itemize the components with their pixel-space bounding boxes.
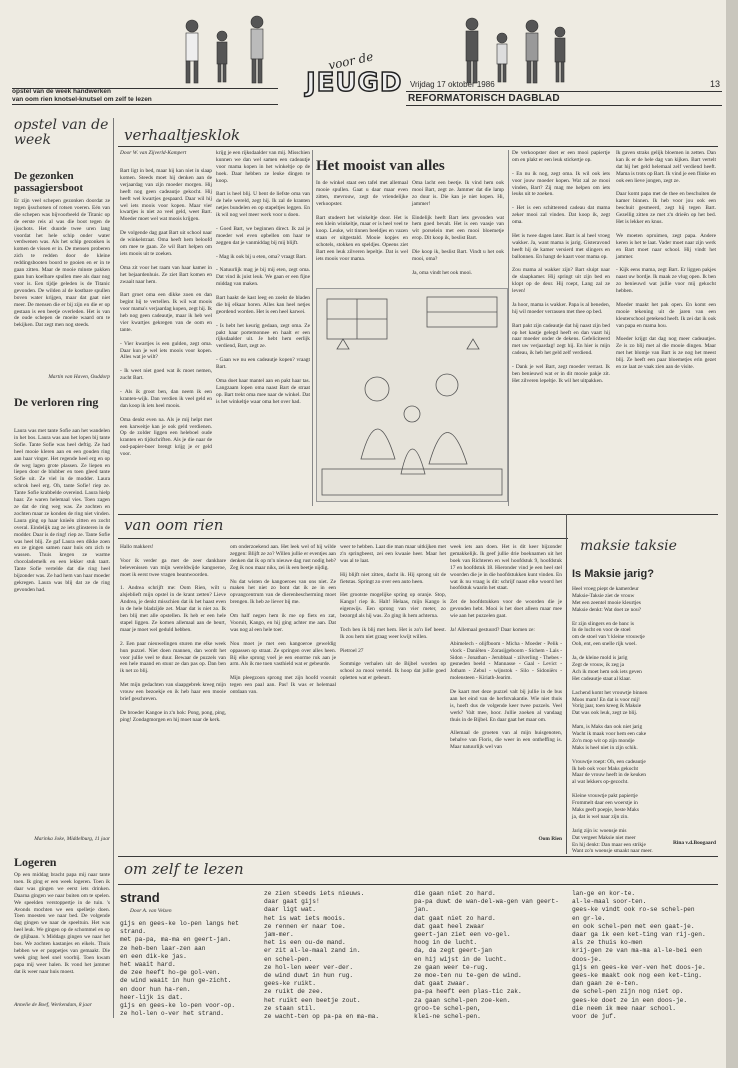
- oomrien-column-3: weer te hebben. Laat die man maar uitkijken met z'n springbeest, zei een kwaaie heer. Maar het was al te laat. Hij blijft niet zitten, dacht ik. Hij sprong uit de fietstas. Springt zo over een auto heen. Het grootste mogelijke spring op oranje. Stop, Kango! riep ik. Halt! Helaas, mijn Kango is eigenwijs. Een sprong van vier meter, zo bezorgd als hij was. Zo ging ik hem achterna. Toch ben ik blij met hem. Het is zo'n lief beest. Ik zou hem niet graag weer kwijt willen. Pietroel 27 Sommige verhalen uit de Bijbel worden op school zo mooi verteld. Ik hoop dat jullie goed opletten wat er gebeurt.: [340, 544, 446, 682]
- oomrien-column-4: week iets aan doen. Het is dit keer bijzonder gemakkelijk. Ik geef jullie drie boeknamen uit het boek van Richteren en wel hoofdstuk 9, hoofdstuk 17 en hoofdstuk 18. Hieronder vind je een heel stel woorden die je in die hoofdstukken kunt vinden. En wat ik nu vraag is dit: schrijf naast elke woord het hoofdstuk waarin het staat. Zet de hoofdstukken voor de woorden die je gevonden hebt. Mooi is het doet alleen maar mee wie aan het puzzelen gaat. Ja! Allemaal gestuurd? Daar komen ze: Abimelech - olijfboom - Micha - Moeder - Pelik - vlock - Daniëten - Zorasijgeboom - Sichem - Lais - Sidon - Jonathan - Jerubbaal - zilverling - Thebes - gesneden beeld - Mannasse - Gaal - Levict - Jotham - Zebul - wijnstok - Silo - Sidoniërs - molensteen - Kiriath-Jearim. De kaart met deze puzzel valt bij jullie in de bus aan het eind van de herfstvakantie. Wie niet thuis is, hoeft dus de volgende keer twee puzzels. Veel werk? Valt mee, hoor. Jullie zoeken al vandaag thuis in de Bijbel. En daar gaat het maar om. Allemaal de groeten van al mijn huisgenoten, behalve van Floris, die weer in een ontheffing is. Maar natuurlijk wel van: [450, 544, 562, 751]
- verhaal-column-5: De verkoopster doet er een mooi papiertje om en plakt er een leuk stickertje op. - En nu ik nog, zegt oma. Ik wil ook iets voor jouw moeder kopen. Wat zal ze mooi vinden, Bart? Zij mag me helpen om iets leuks uit te zoeken. - Het is een schitterend cadeau dat mama zeker mooi zal vinden. Dat koop ik, zegt oma. Het is twee dagen later. Bart is al heel vroeg wakker. Ja, want mama is jarig. Gisteravond heeft hij de kamer versierd met slingers en ballonnen. En hangt de kaart voor mama op. Zou mama al wakker zijn? Bart sluipt naar de slaapkamer. Hij springt uit zijn bed en klopt op de deur. Hij roept, Lang zal ze leven! Ja hoor, mama is wakker. Papa is al beneden, hij wil moeder verrassen met thee op bed. Bart pakt zijn cadeautje dat hij naast zijn bed op het kastje gelegd heeft en dan vaart hij naar moeder onder de dekens. Gefeliciteerd met uw verjaardag! zegt hij. En hier is mijn cadeau, ik heb het geld zelf verdiend. - Dank je wel Bart, zegt moeder verrast. Ik ben benieuwd wat er in dit mooie pakje zit. Het zilveren lepeltje. Ik wil het uitpakken.: [512, 150, 610, 384]
- verhaal-column-2: krijg je een rijksdaalder van mij. Misschien kunnen we dan wel samen een cadeautje voor mama kopen in het winkeltje op de hoek. Daar hebben ze leuke dingen te koop. Bart is heel blij. U bent de liefste oma van de hele wereld, zegt hij. Ik zal de kranten netjes bundelen en op stapeltjes leggen. En ik wil nog wel meer werk voor u doen. - Goed Bart, we beginnen direct. Ik zal je moeder wel even opbellen om haar te zeggen dat je vanmiddag bij mij blijft. - Mag ik ook bij u eten, oma? vraagt Bart. - Natuurlijk mag je bij mij eten, zegt oma. Dat vind ik juist leuk. We gaan er een fijne middag van maken. Bart haakt de kast leeg en zoekt de bladen die bij elkaar horen. Alles kan heel netjes geordend worden. Het is een heel karwei. - Is hebt het keurig gedaan, zegt oma. Ze pakt haar portemonnee en haalt er een rijksdaalder uit. Je hebt hem eerlijk verdiend, Bart, zegt ze. - Gaan we nu een cadeautje kopen? vraagt Bart. Oma doet haar mantel aan en pakt haar tas. Langzaam lopen oma naast Bart de straat op. Bart trekt oma mee naar de winkel. Dat is het winkeltje waar oma het over had.: [216, 150, 310, 405]
- maksie-author: Rina v.d.Boogaard: [673, 840, 716, 846]
- verhaal-column-3: In de winkel staat een tafel met allemaal mooie spullen. Gaat u daar maar even zitten, mevrouw, zegt de vriendelijke verkoopster. Bart studeert het winkeltje door. Het is een klein winkeltje, maar er is heel veel te koop. Leuke, wit tinnen beeldjes en vazen staan er uitgestald. Mooie kopjes en schotels, stokken en speldjes. Opeens ziet Bart een leuk zilveren lepeltje. Dat is wel iets moois voor mama.: [316, 180, 408, 262]
- masthead-left-line2: van oom rien knotsel-knutsel om zelf te lezen: [12, 96, 152, 103]
- page-number: 13: [710, 79, 721, 89]
- strand-title: strand: [120, 890, 160, 905]
- maksie-label: maksie taksie: [580, 538, 677, 554]
- page-edge: [726, 0, 738, 1068]
- issue-date: Vrijdag 17 oktober 1986: [410, 80, 495, 89]
- oomrien-column-2: om onderzoekend aan. Het leek wel of hij wilde zeggen: Blijft ze zo? Willen jullie er eventjes aan denken dat ik op m'n nieuwe dag rust nodig heb? Zeg ik nou maar niks, zei ik een beetje nijdig. Nu dat wisten de kangoeroes van ons niet. Ze maken het niet zo bont dat ik ze in een opvangcentrum van de dierenbescherming moet brengen. Ik heb ze liever bij me. Om half negen hem ik me op fiets en zat, Vooruit, Kango, en hij ging achter me aan. Dat was nog al een hele toer. Nou moet je met een kangoeroe geweldig oppassen op straat. Ze springen over alles heen. Bij elke sprong voel je een enorme ruk aan je arm. Als ik me toen vasthield wat er gebeurde. Mijn pleegzoon sprong met zijn hoofd vooruit tegen een paal aan. Pas! Ik was er helemaal ontdaan van.: [230, 544, 336, 696]
- article-title-passagiersboot: De gezonken passagiersboot: [14, 170, 84, 194]
- masthead: [12, 8, 722, 118]
- article-body-logeren: Op een middag bracht papa mij naar tante toen. Ik ging er een week logeren. Toen ik daar was gingen we eerst iets drinken. Daarna gingen we naar buiten om te spelen. We speelden verstoppertje in de tuin. 's Avonds mochten we een spelletje doen. Toen moesten we naar bed. De volgende dag gingen we naar de speeltuin. Het was heel leuk. We gingen op de schommel en op de glijbaan. 's Middags gingen we naar het bos. We zochten kastanjes en eikels. Thuis hebben we er poppetjes van gemaakt. Die week ging heel snel voorbij. Toen kwam papa mij weer halen. Ik vond het jammer dat ik weer naar huis moest.: [14, 872, 112, 975]
- strand-column-4: lan-ge en kor-te. al-le-maal soor-ten. gees-ke vindt ook ro-se schel-pen en gr-le. en ook schel-pen met een gaat-je. daar ga ik een ket-ting van rij-gen. als ze thuis ko-men krij-gen ze van ma-ma al-le-bei een doos-je. gijs en gees-ke ver-ven het doos-je. gees-ke maakt ook nog een ket-ting. dan gaan ze e-ten. de schel-pen zijn nog niet op. gees-ke doet ze in een doos-je. die neem ik mee naar school. voor de juf.: [572, 890, 706, 1021]
- article-author-logeren: Annelie de Boef, Werkendam, 8 jaar: [14, 1002, 92, 1008]
- strand-byline: Door A. van Velzen: [130, 908, 172, 914]
- oomrien-column-1: Hallo makkers! Voor ik verder ga met de zeer dankbare belevenissen van mijn wereldwijde kangoeroe, moet ik eerst twee vragen beantwoorden. 1. Andrea schrijft me: Oom Rien, wilt u alsjeblieft mijn opstel in de krant zetten? Lieve Andrea, je denkt misschien dat ik het haast even in de hele bladzijde zet. Maar dat is niet zo. Ik ben blij met alle opstellen. Ik heb er een hele stapel liggen. Ze komen allemaal aan de beurt, maar je moet wel geduld hebben. 2. Een paar nieuwelingen sturen me elke week hun puzzel. Niet doen mannen, dan wordt het voor jullie veel te duur. Bewaar de puzzels van een hele maand en stuur ze dan pas op. Dan ben ik net zo blij. Met mijn gedachten van slaapgebrek kreeg mijn vrouw een bezoekje en ik heb haar een mooie brief geschreven. De broeder Kangoe in z'n hok: Pong, pong, ping, ping! Zondagmorgen en hij moet naar de kerk.: [120, 544, 226, 723]
- article-body-ring: Laura was met tante Sofie aan het wandelen in het bos. Laura was aan het lopen bij tante Sofie. Tante Sofie was heel deftig. Ze had heel mooie kleren aan en een gouden ring aan haar vinger. Het regende heel erg en op de weg lagen grote plassen. Ze liepen en liepen door de blubber en toen gleed tante Sofie uit. Ze viel in de modder. Laura schrok heel erg. Oh, tante Sofie! riep ze. Tante Sofie krabbelde overeind. Laura hielp haar. Ze waren helemaal vies. Toen zagen ze dat de ring weg was. Ze zochten en zochten maar ze konden de ring niet vinden. Laura ging op haar knieën zitten en zocht overal. Eindelijk zag ze iets glinsteren in de modder. Daar is de ring! riep ze. Tante Sofie was heel blij. Ze gaf Laura een dikke zoen en ze gingen samen naar huis om zich te wassen. Thuis kregen ze warme chocolademelk en een lekker stuk taart. Tante Sofie vertelde dat die ring heel bijzonder was. Ze had hem van haar moeder gekregen. Laura was blij dat ze de ring gevonden had.: [14, 428, 112, 593]
- verhaal-label: verhaaltjesklok: [124, 126, 241, 144]
- article-title-logeren: Logeren: [14, 855, 57, 869]
- verhaal-column-6: Ik gaven straks gelijk bloemen in zetten. Dan kan ik er de hele dag van kijken. Bart vertelt dat hij het geld helemaal zelf verdiend heeft. Mama is trots op Bart. Ik vind je een flinke en ook een lieve jongen, zegt ze. Daar komt papa met de thee en beschuiten de kamer binnen. Ik heb voor jou ook een beschuit gesmeerd, zegt hij tegen Bart. Gezellig zitten ze met z'n drieën op het bed. Het is lekker en knus. We moeten opruimen, zegt papa. Andere keren is het te laat. Vader moet naar zijn werk en Bart moet naar school. Hij vindt het jammer. - Kijk eens mama, zegt Bart. Er liggen pakjes naast uw bordje. Ik maak ze vlug open. Ik ben zo benieuwd wat jullie voor mij gekocht hebben. Moeder maakt het pak open. En komt een mooie tekening uit de jaren van een kleuterschool getekend heeft. Ik zei dat ik ook van papa en mama hou. Moeder krijgt dat dag nog meer cadeautjes. Ze is zo blij met al die mooie dingen. Maar met het blomje van Bart is ze nog het meest blij. Ze heeft een paar bloemetjes erin gezet en ze laat ze vaak zien aan de visite.: [616, 150, 716, 371]
- logo: [302, 49, 403, 106]
- logo-top: voor de: [327, 49, 375, 73]
- strand-column-1: gijs en gees-ke lo-pen langs het strand. met pa-pa, ma-ma en geert-jan. ze heb-ben laar-zen aan en een dik-ke jas. het waait hard. de zee heeft ho-ge gol-ven. de wind waait in hun ge-zicht. en door hun ha-ren. heer-lijk is dat. gijs en gees-ke lo-pen voor-op. ze hol-len o-ver het strand.: [120, 920, 239, 1018]
- mooist-title: Het mooist van alles: [316, 158, 445, 174]
- maksie-poem: Heel vroeg piept de kamerdeur Maksie-Taksie ziet de vrouw Met een zeentel mooie kleurtjes Maksie denkt: Wat doet ze nou? Er zijn slingers en de banc is In de lucht en voor de stoel om de stoel van 't kleine vrouwtje Ooh, ent, een snelle rijk woel. Ja, de kleine mold is jarig Zegt de vrouw, ik zeg ja Ach ik moet hem ook iets geven Het cadeautje staat al klaar. Lachend komt het vrouwtje binnen Moos mam! En dat is voor mij! Vorig jaar, toen kreeg ik Maksie Dat was ook leuk, zegt ze blij. Mam, is Maks dan ook niet jarig Wacht ik maak voor hem een cake Zo'n mop wit op zijn mondje Maks is heel niet in zijn schik. Vrouwtje roept: Oh, een cadeautje Ik heb ook voor Maks gekocht Maar de vrouw heeft in de keuken al wat lekkers op-gezocht. Kleine vrouwtje pakt papiertje Frommelt daar een woerstje in Maks geeft poepje, beste Maks ja, dat is wel naar zijn zin. Jarig zijn is: woensje mis Dat vergeet Maksie niet meer En hij denkt: Dan maar een strikje Want zo'n woensje smaakt naar meer.: [572, 586, 653, 855]
- maksie-title: Is Maksie jarig?: [572, 568, 654, 580]
- article-author-passagiersboot: Martin van Haven, Ouddorp: [48, 374, 110, 380]
- shop-illustration: [316, 288, 508, 502]
- opstel-label: opstel van de week: [14, 117, 109, 148]
- masthead-left-line1: opstel van de week handwerken: [12, 88, 111, 95]
- verhaal-column-1: Bart ligt in bed, maar hij kan niet in slaap komen. Steeds moet hij denken aan de verjaardag van zijn moeder morgen. Hij heeft nog geen cadeautje gekocht. Hij heeft wel kwartjes gespaard. Daar wil hij wel iets moois voor kopen. Maar vier kwartjes is niet zo veel geld, weet Bart. Moeder moet wel wat moois krijgen. De volgende dag gaat Bart uit school naar de winkelstraat. Oma heeft hem beloofd om mee te gaan. Ze wil Bart helpen om iets moois uit te zoeken. Oma zit voor het raam van haar kamer in het bejaardenhuis. Ze ziet Bart komen en zwaait naar hem. Bart groet oma een dikke zoen en dan begint hij te vertellen. Ik wil wat moois voor mama's verjaardag kopen, zegt hij. Ik heb nog geen cadeautje, maar ik heb wel vier kwartjes gekregen van de oom en tante. - Vier kwartjes is een gulden, zegt oma. Daar kun je wel iets moois voor kopen. Alles wat je wilt? - Ik weet niet goed wat ik moet nemen, zucht Bart. - Als ik groot ben, dan neem ik een kranten-wijk. Dan verdien ik veel geld en dan koop ik iets heel moois. Oma denkt even na. Als je mij helpt met een karweitje kan je ook geld verdienen. Op de zolder liggen een heleboel oude kranten en tijdschriften. Als je die naar de oud-papier-boer brengt krijg je er geld voor.: [120, 168, 212, 458]
- strand-column-2: ze zien steeds iets nieuws. daar gaat gijs! daar ligt wat. het is wat iets moois. ze rennen er naar toe. jam-mer. het is een ou-de mand. er zit al-le-maal zand in. en schel-pen. ze hol-len weer ver-der. de wind duwt in hun rug. gees-ke ruikt. ze ruikt de zee. het ruikt een beetje zout. ze staan stil. ze wacht-ten op pa-pa en ma-ma.: [264, 890, 380, 1021]
- article-body-passagiersboot: Er zijn veel schepen gezonken doordat ze tegen ijsschotsen of rotsen voeren. Eén van die schepen was bijvoorbeeld de Titanic op de eerste reis al was die boot tegen de ijsschots. Het duurde twee uren lang voordat het hele schip onder water verdwenen was. Als het schip gezonken is komen de vissen er in. De mensen proberen zich te redden door de kleine reddingsbooten boord te gooien en er in te gaan zitten. Maar de mooie minste pakken gaan hun koelbare spullen mee als daar nog voor is. Een tijdje geleden is de Titanic gevonden. De wilden al de kostbare spullen boven water krijgen, maar dat gaat niet meer. De mensen die er bij zijn en die er op gestaan is een beetje overleden. Het is van de oude schepen de moeite waard om te bekijken. Dat zegt men nog steeds.: [14, 198, 112, 329]
- verhaal-column-4: Oma lacht een beetje. Ik vind hem ook mooi Bart, zegt ze. Jammer dat die lamp zo duur is. Die kan je niet kopen. Hi, jammer! Eindelijk heeft Bart iets gevonden wat hem goed bevalt. Het is een vaasje van wit porselein met een mooi bloemetje erop. Dit koop ik, beslist Bart. Die koop ik, beslist Bart. Vindt u het ook mooi, oma? Ja, oma vindt het ook mooi.: [412, 180, 504, 276]
- oomrien-signoff: Oom Rien: [538, 836, 562, 842]
- paper-name: REFORMATORISCH DAGBLAD: [408, 93, 560, 104]
- strand-column-3: die gaan niet zo hard. pa-pa duwt de wan-del-wa-gen van geert-jan. dat gaat niet zo hard. dat gaat heel zwaar geert-jan ziet een vo-gel. hoog in de lucht. da, da zegt geert-jan en hij wijst in de lucht. ze gaan weer te-rug. ze moe-ten nu te-gen de wind. dat gaat zwaar. pa-pa heeft een plas-tic zak. za gaan schel-pen zoe-ken. groo-te schel-pen, klei-ne schel-pen.: [414, 890, 559, 1021]
- article-author-ring: Marinka Joke, Middelburg, 11 jaar: [34, 836, 110, 842]
- verhaal-byline: Door W. van Zijverld-Kampert: [120, 150, 187, 156]
- article-title-ring: De verloren ring: [14, 395, 99, 409]
- zelflezen-label: om zelf te lezen: [124, 860, 244, 878]
- oomrien-label: van oom rien: [124, 516, 224, 534]
- logo-main: JEUGD: [306, 68, 403, 98]
